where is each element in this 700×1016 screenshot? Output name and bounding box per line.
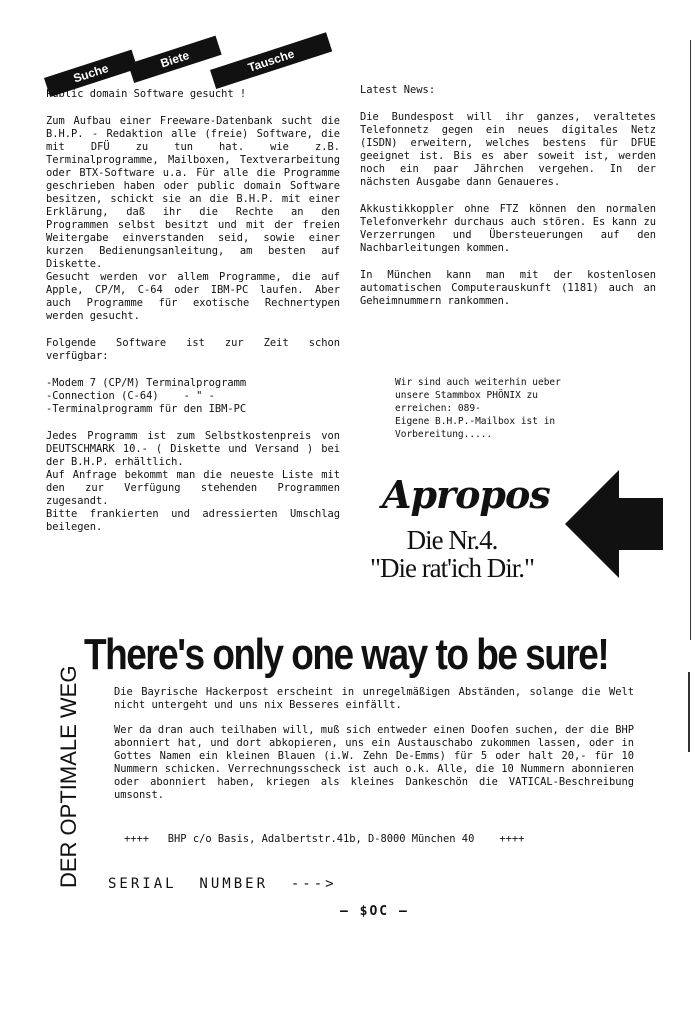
news-heading: Latest News:	[360, 84, 436, 96]
left-paragraph-1: Zum Aufbau einer Freeware-Datenbank sucht die B.H.P. - Redaktion alle (freie) Software, die mit DFÜ zu tun hat. wie z.B. Terminalprogramme, Mailboxen, Textverarbeitung oder BTX-Software u.a. Für alle die Programme geschrieben haben oder public domain Software besitzen, schickt sie an die B.H.P. mit einer Erklärung, daß ihr die Rechte an den Programmen selbst besitzt und mit der freien Weitergabe einverstanden seid, sowie einer kurzen Bedienungsanleitung, am besten auf Diskette.	[46, 115, 347, 270]
page-edge-line	[690, 40, 691, 640]
apropos-line-1: Die Nr.4.	[406, 525, 498, 555]
page-edge-mark	[688, 672, 690, 752]
left-paragraph-2: Gesucht werden vor allem Programme, die auf Apple, CP/M, C-64 oder IBM-PC laufen. Aber auch Programme für exotische Rechnertypen werden gesucht.	[46, 271, 347, 322]
serial-number: SERIAL NUMBER --->	[108, 876, 337, 892]
left-heading: Public domain Software gesucht !	[46, 88, 247, 100]
apropos-logo: Apropos	[382, 472, 550, 517]
left-paragraph-4: Jedes Programm ist zum Selbstkostenpreis von DEUTSCHMARK 10.- ( Diskette und Versand ) bei der B.H.P. erhältlich.	[46, 430, 347, 468]
headline: There's only one way to be sure!	[84, 630, 609, 679]
banner-suche: Suche	[44, 50, 138, 97]
news-paragraph-3: In München kann man mit der kostenlosen automatischen Computerauskunft (1181) auch an Geheimnummern rankommen.	[360, 269, 663, 307]
right-column	[360, 84, 663, 320]
software-list	[46, 377, 340, 416]
vertical-slogan: DER OPTIMALE WEG	[56, 665, 81, 888]
bottom-paragraph-2: Wer da dran auch teilhaben will, muß sich entweder einen Doofen suchen, der die BHP abonniert hat, und dort abkopieren, uns ein Austauschabo zukommen lassen, oder in Gottes Namen ein kleinen Blauen (i.W. Zehn De-Emms) für 5 oder halt 20,- für 10 Nummern schicken. Verrechnungsscheck ist auch o.k. Alle, die 10 Nummern abonnieren oder abonniert haben, kriegen als kleines Dankeschön die VATICAL-Beschreibung umsonst.	[114, 724, 634, 801]
left-column	[46, 88, 347, 546]
mailbox-note: Wir sind auch weiterhin ueber unsere Stammbox PHÖNIX zu erreichen: 089- Eigene B.H.P.-Mailbox ist in Vorbereitung.....	[395, 377, 561, 440]
bottom-block	[114, 686, 634, 814]
arrow-left-icon	[565, 470, 663, 578]
banner-biete: Biete	[128, 36, 222, 83]
left-paragraph-5: Auf Anfrage bekommt man die neueste Liste mit den zur Verfügung stehenden Programmen zugesandt.	[46, 469, 347, 507]
banner-tausche: Tausche	[210, 32, 332, 89]
left-paragraph-6: Bitte frankierten und adressierten Umschlag beilegen.	[46, 508, 347, 533]
left-paragraph-3: Folgende Software ist zur Zeit schon verfügbar:	[46, 337, 347, 362]
list-item: -Modem 7 (CP/M) Terminalprogramm	[46, 377, 247, 389]
list-item: -Terminalprogramm für den IBM-PC	[46, 403, 247, 415]
bottom-paragraph-1: Die Bayrische Hackerpost erscheint in unregelmäßigen Abständen, solange die Welt nicht untergeht und uns nix Besseres einfällt.	[114, 686, 634, 711]
list-item: -Connection (C-64) - " -	[46, 390, 215, 402]
address-line: ++++ BHP c/o Basis, Adalbertstr.41b, D-8000 München 40 ++++	[124, 833, 525, 845]
news-paragraph-2: Akkustikkoppler ohne FTZ können den normalen Telefonverkehr durchaus auch stören. Es kann zu Verzerrungen und Übersteuerungen auf den Nachbarleitungen kommen.	[360, 203, 663, 254]
signature: — $OC —	[340, 904, 409, 919]
news-paragraph-1: Die Bundespost will ihr ganzes, veraltetes Telefonnetz gegen ein neues digitales Netz (ISDN) erweitern, welches bestens für DFUE geeignet ist. Bis es aber soweit ist, werden noch ein paar Jährchen vergehen. In der nächsten Ausgabe dann Genaueres.	[360, 111, 663, 188]
apropos-line-2: "Die rat'ich Dir."	[369, 553, 535, 583]
apropos-tagline	[352, 526, 552, 582]
